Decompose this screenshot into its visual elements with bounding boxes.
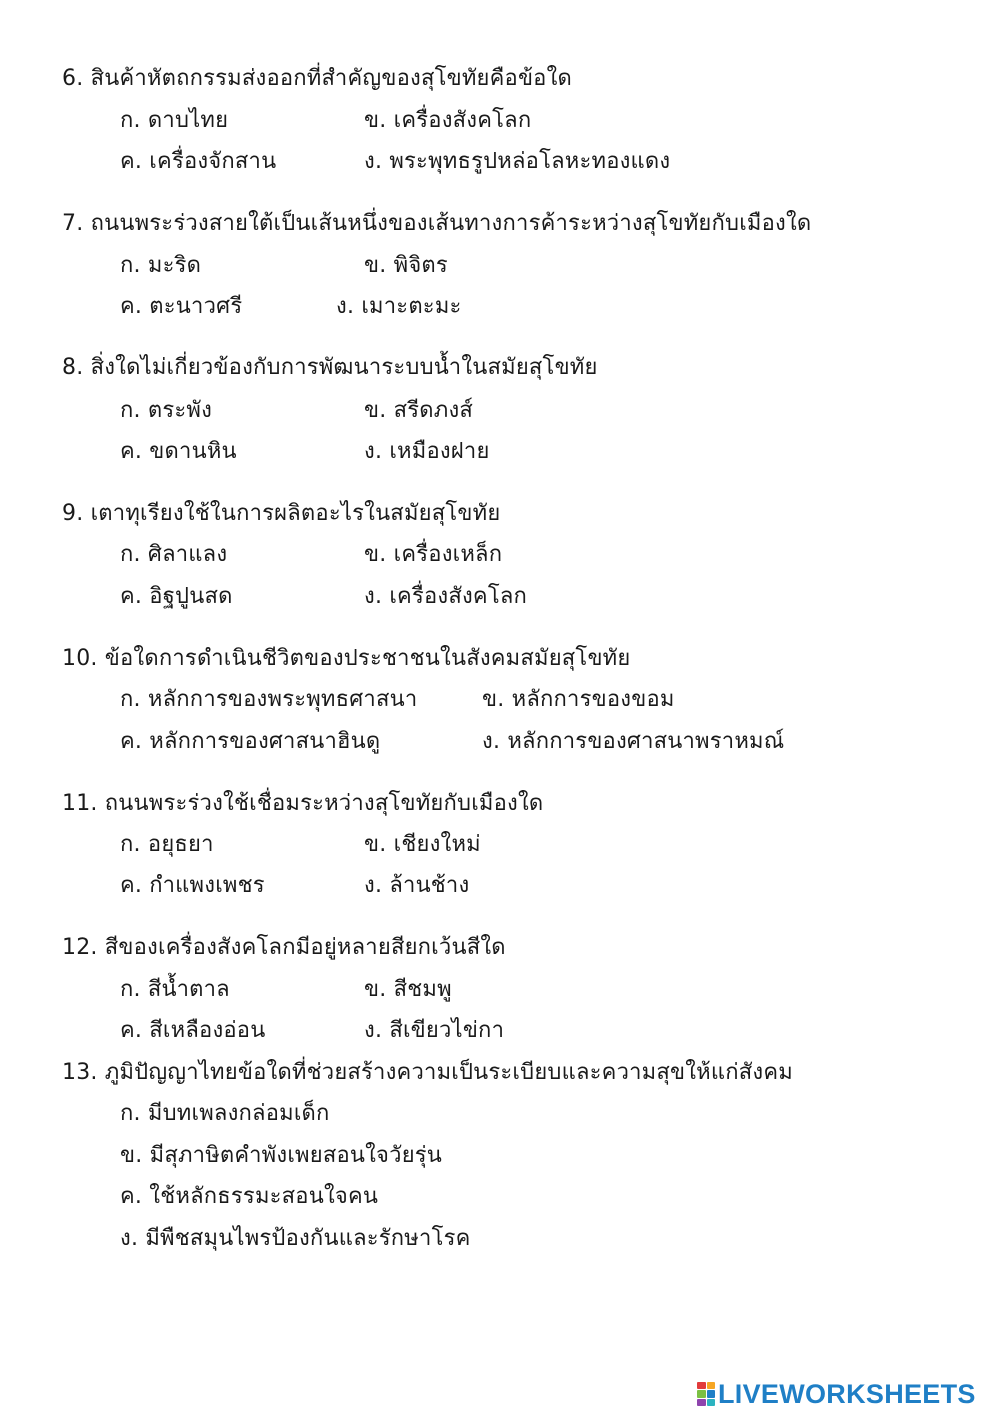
question-6: 6. สินค้าหัตถกรรมส่งออกที่สำคัญของสุโขทัยคือข้อใด <box>62 66 573 91</box>
question-11: 11. ถนนพระร่วงใช้เชื่อมระหว่างสุโขทัยกับเมืองใด <box>62 791 544 816</box>
option-6-a[interactable]: ก. ดาบไทย <box>120 108 229 133</box>
option-9-a[interactable]: ก. ศิลาแลง <box>120 542 228 567</box>
logo-mark-tile <box>697 1382 706 1389</box>
option-6-c[interactable]: ค. เครื่องจักสาน <box>120 149 277 174</box>
option-7-b[interactable]: ข. พิจิตร <box>364 253 448 278</box>
option-10-c[interactable]: ค. หลักการของศาสนาฮินดู <box>120 729 381 754</box>
option-10-a[interactable]: ก. หลักการของพระพุทธศาสนา <box>120 687 418 712</box>
option-8-a[interactable]: ก. ตระพัง <box>120 398 213 423</box>
option-12-c[interactable]: ค. สีเหลืองอ่อน <box>120 1018 266 1043</box>
option-7-d[interactable]: ง. เมาะตะมะ <box>336 294 462 319</box>
option-11-a[interactable]: ก. อยุธยา <box>120 832 214 857</box>
option-8-b[interactable]: ข. สรีดภงส์ <box>364 398 474 423</box>
option-10-b[interactable]: ข. หลักการของขอม <box>482 687 675 712</box>
question-9: 9. เตาทุเรียงใช้ในการผลิตอะไรในสมัยสุโขทัย <box>62 501 501 526</box>
logo-mark-tile <box>707 1390 716 1397</box>
logo-text: LIVEWORKSHEETS <box>718 1378 976 1409</box>
option-10-d[interactable]: ง. หลักการของศาสนาพราหมณ์ <box>482 729 785 754</box>
option-13-d[interactable]: ง. มีพืชสมุนไพรป้องกันและรักษาโรค <box>120 1226 471 1251</box>
option-11-b[interactable]: ข. เชียงใหม่ <box>364 832 481 857</box>
question-13: 13. ภูมิปัญญาไทยข้อใดที่ช่วยสร้างความเป็นระเบียบและความสุขให้แก่สังคม <box>62 1060 793 1085</box>
option-9-c[interactable]: ค. อิฐปูนสด <box>120 584 233 609</box>
option-13-b[interactable]: ข. มีสุภาษิตคำพังเพยสอนใจวัยรุ่น <box>120 1143 443 1168</box>
option-12-b[interactable]: ข. สีชมพู <box>364 977 452 1002</box>
question-7: 7. ถนนพระร่วงสายใต้เป็นเส้นหนึ่งของเส้นทางการค้าระหว่างสุโขทัยกับเมืองใด <box>62 211 812 236</box>
question-12: 12. สีของเครื่องสังคโลกมีอยู่หลายสียกเว้นสีใด <box>62 935 506 960</box>
option-12-d[interactable]: ง. สีเขียวไข่กา <box>364 1018 505 1043</box>
option-13-c[interactable]: ค. ใช้หลักธรรมะสอนใจคน <box>120 1184 379 1209</box>
option-13-a[interactable]: ก. มีบทเพลงกล่อมเด็ก <box>120 1101 330 1126</box>
option-12-a[interactable]: ก. สีน้ำตาล <box>120 977 230 1002</box>
option-7-c[interactable]: ค. ตะนาวศรี <box>120 294 243 319</box>
question-8: 8. สิ่งใดไม่เกี่ยวข้องกับการพัฒนาระบบน้ำในสมัยสุโขทัย <box>62 355 598 380</box>
option-8-d[interactable]: ง. เหมืองฝาย <box>364 439 490 464</box>
option-7-a[interactable]: ก. มะริด <box>120 253 202 278</box>
liveworksheets-mark-icon <box>697 1382 715 1406</box>
liveworksheets-logo[interactable] <box>697 1376 976 1412</box>
option-9-d[interactable]: ง. เครื่องสังคโลก <box>364 584 528 609</box>
logo-mark-tile <box>697 1399 706 1406</box>
option-9-b[interactable]: ข. เครื่องเหล็ก <box>364 542 503 567</box>
logo-mark-tile <box>707 1382 716 1389</box>
option-6-b[interactable]: ข. เครื่องสังคโลก <box>364 108 532 133</box>
option-8-c[interactable]: ค. ขดานหิน <box>120 439 237 464</box>
logo-mark-tile <box>707 1399 716 1406</box>
option-11-d[interactable]: ง. ล้านช้าง <box>364 873 470 898</box>
option-11-c[interactable]: ค. กำแพงเพชร <box>120 873 265 898</box>
option-6-d[interactable]: ง. พระพุทธรูปหล่อโลหะทองแดง <box>364 149 671 174</box>
logo-mark-tile <box>697 1390 706 1397</box>
question-10: 10. ข้อใดการดำเนินชีวิตของประชาชนในสังคมสมัยสุโขทัย <box>62 646 631 671</box>
